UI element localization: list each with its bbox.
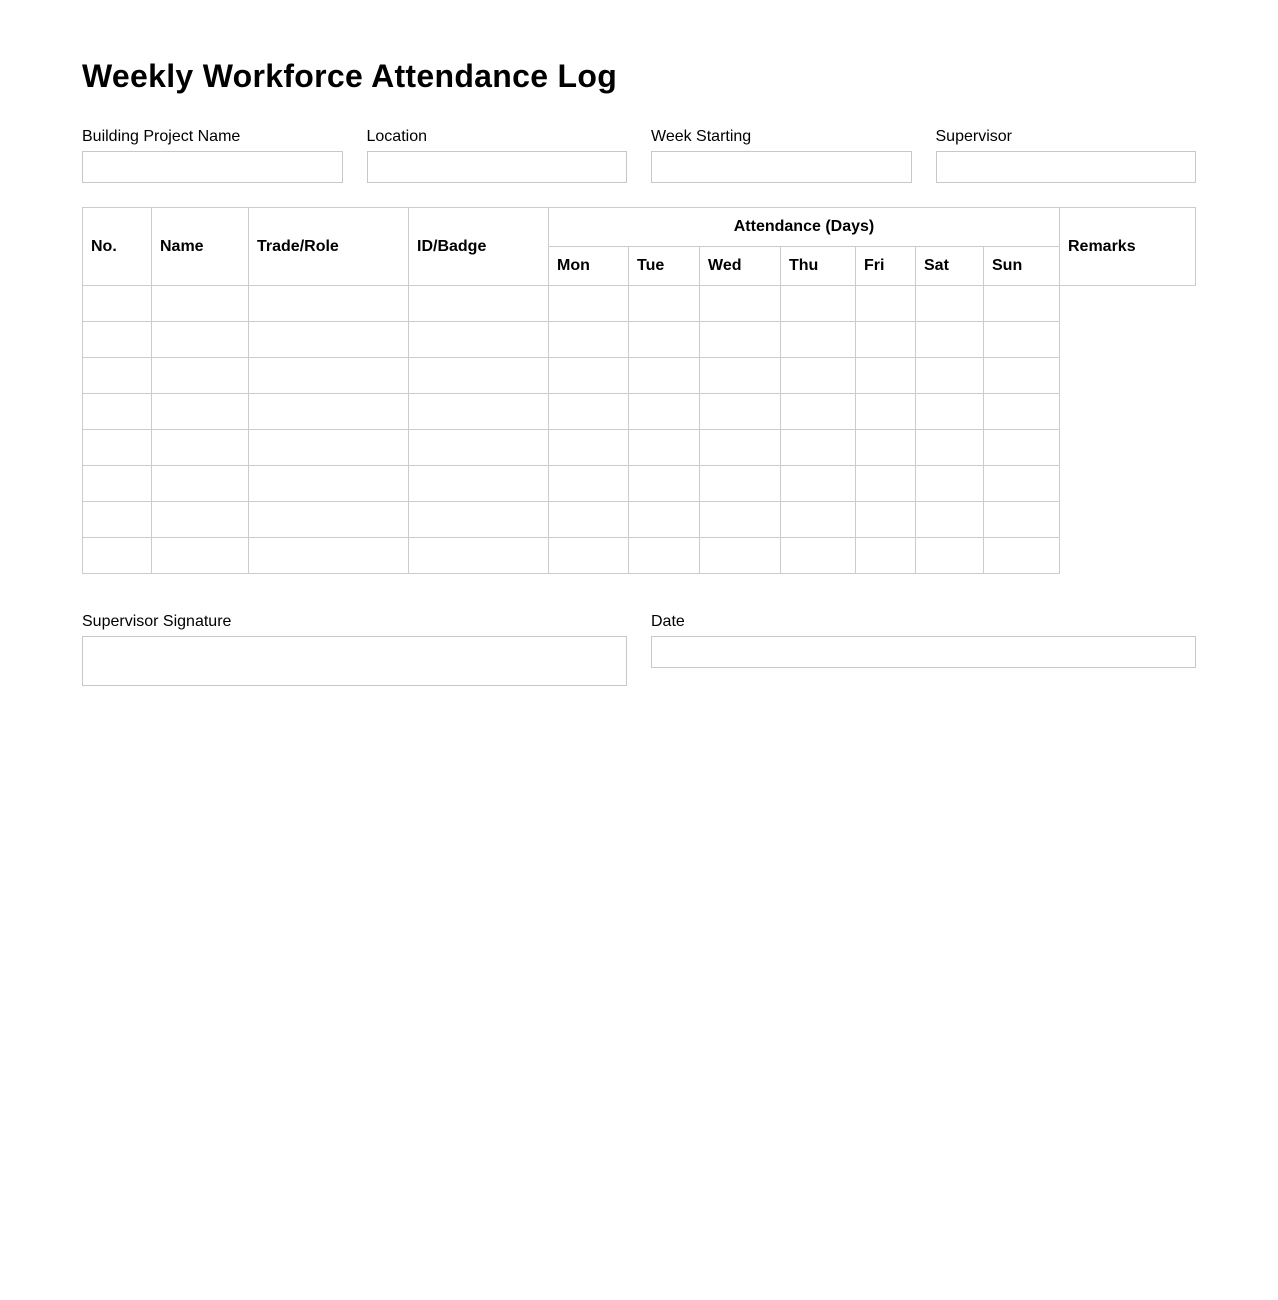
table-cell[interactable] (856, 394, 916, 430)
table-cell[interactable] (700, 466, 781, 502)
table-cell[interactable] (916, 502, 984, 538)
table-cell[interactable] (249, 286, 409, 322)
attendance-rows (83, 286, 1196, 574)
col-header-trade: Trade/Role (249, 208, 409, 286)
table-cell[interactable] (984, 358, 1060, 394)
week-starting-label: Week Starting (651, 128, 752, 145)
col-header-mon: Mon (549, 247, 629, 286)
col-header-fri: Fri (856, 247, 916, 286)
table-cell[interactable] (984, 394, 1060, 430)
attendance-table (82, 207, 1196, 574)
table-cell[interactable] (984, 538, 1060, 574)
table-cell[interactable] (549, 358, 629, 394)
table-cell[interactable] (409, 322, 549, 358)
table-row (83, 430, 1196, 466)
table-cell[interactable] (984, 430, 1060, 466)
table-cell[interactable] (629, 286, 700, 322)
table-cell[interactable] (249, 502, 409, 538)
table-row (83, 322, 1196, 358)
page-title: Weekly Workforce Attendance Log (82, 58, 618, 94)
table-cell[interactable] (629, 466, 700, 502)
table-cell[interactable] (781, 502, 856, 538)
table-cell[interactable] (700, 430, 781, 466)
table-cell[interactable] (549, 502, 629, 538)
table-cell[interactable] (152, 538, 249, 574)
table-cell[interactable] (984, 466, 1060, 502)
col-header-attendance: Attendance (Days) (549, 208, 1060, 247)
date-field (651, 613, 1196, 686)
table-cell[interactable] (83, 394, 152, 430)
table-cell[interactable] (549, 538, 629, 574)
table-cell[interactable] (700, 358, 781, 394)
table-cell[interactable] (152, 358, 249, 394)
header-fields (82, 128, 1196, 183)
footer-fields (82, 613, 1196, 686)
table-cell[interactable] (700, 538, 781, 574)
table-row (83, 358, 1196, 394)
table-cell[interactable] (984, 502, 1060, 538)
table-cell[interactable] (152, 466, 249, 502)
table-cell[interactable] (916, 466, 984, 502)
table-cell[interactable] (781, 538, 856, 574)
location-field (367, 128, 628, 183)
table-cell[interactable] (856, 286, 916, 322)
project-name-label: Building Project Name (82, 128, 241, 145)
table-cell[interactable] (152, 502, 249, 538)
supervisor-input[interactable] (936, 151, 1197, 183)
table-row (83, 286, 1196, 322)
signature-label: Supervisor Signature (82, 613, 232, 630)
table-cell[interactable] (549, 322, 629, 358)
location-label: Location (366, 128, 427, 145)
table-cell[interactable] (152, 394, 249, 430)
table-cell[interactable] (152, 322, 249, 358)
col-header-tue: Tue (629, 247, 700, 286)
table-cell[interactable] (781, 466, 856, 502)
table-cell[interactable] (700, 286, 781, 322)
date-input[interactable] (651, 636, 1196, 668)
table-cell[interactable] (629, 322, 700, 358)
table-cell[interactable] (856, 466, 916, 502)
table-cell[interactable] (629, 538, 700, 574)
table-cell[interactable] (700, 322, 781, 358)
table-cell[interactable] (629, 358, 700, 394)
table-cell[interactable] (83, 430, 152, 466)
table-row (83, 502, 1196, 538)
project-name-input[interactable] (82, 151, 343, 183)
table-row (83, 538, 1196, 574)
table-cell[interactable] (856, 322, 916, 358)
table-row (83, 466, 1196, 502)
table-cell[interactable] (549, 466, 629, 502)
table-cell[interactable] (984, 322, 1060, 358)
col-header-sat: Sat (916, 247, 984, 286)
col-header-remarks: Remarks (1060, 208, 1196, 286)
table-cell[interactable] (549, 430, 629, 466)
table-cell[interactable] (249, 538, 409, 574)
table-cell[interactable] (152, 286, 249, 322)
table-cell[interactable] (249, 430, 409, 466)
table-cell[interactable] (781, 430, 856, 466)
table-cell[interactable] (856, 502, 916, 538)
table-cell[interactable] (83, 466, 152, 502)
project-name-field (82, 128, 343, 183)
col-header-no: No. (83, 208, 152, 286)
table-cell[interactable] (83, 286, 152, 322)
week-starting-input[interactable] (651, 151, 912, 183)
table-cell[interactable] (249, 466, 409, 502)
table-cell[interactable] (409, 502, 549, 538)
table-cell[interactable] (916, 430, 984, 466)
table-cell[interactable] (916, 322, 984, 358)
table-cell[interactable] (409, 286, 549, 322)
location-input[interactable] (367, 151, 628, 183)
table-cell[interactable] (152, 430, 249, 466)
table-cell[interactable] (549, 286, 629, 322)
table-cell[interactable] (916, 286, 984, 322)
table-cell[interactable] (83, 502, 152, 538)
table-cell[interactable] (984, 286, 1060, 322)
table-cell[interactable] (83, 538, 152, 574)
date-label: Date (651, 613, 685, 630)
table-cell[interactable] (781, 394, 856, 430)
table-cell[interactable] (856, 538, 916, 574)
table-cell[interactable] (916, 358, 984, 394)
signature-input[interactable] (82, 636, 627, 686)
table-cell[interactable] (781, 286, 856, 322)
table-cell[interactable] (249, 358, 409, 394)
signature-field (82, 613, 627, 686)
table-cell[interactable] (409, 538, 549, 574)
col-header-id: ID/Badge (409, 208, 549, 286)
col-header-sun: Sun (984, 247, 1060, 286)
table-cell[interactable] (249, 394, 409, 430)
col-header-wed: Wed (700, 247, 781, 286)
table-cell[interactable] (916, 394, 984, 430)
table-cell[interactable] (549, 394, 629, 430)
table-cell[interactable] (700, 394, 781, 430)
table-cell[interactable] (629, 430, 700, 466)
table-cell[interactable] (629, 502, 700, 538)
table-cell[interactable] (916, 538, 984, 574)
table-cell[interactable] (700, 502, 781, 538)
table-cell[interactable] (409, 430, 549, 466)
table-cell[interactable] (83, 358, 152, 394)
table-cell[interactable] (781, 322, 856, 358)
table-cell[interactable] (409, 466, 549, 502)
table-cell[interactable] (781, 358, 856, 394)
supervisor-label: Supervisor (935, 128, 1012, 145)
table-row (83, 394, 1196, 430)
supervisor-field (936, 128, 1197, 183)
table-cell[interactable] (409, 394, 549, 430)
table-cell[interactable] (249, 322, 409, 358)
table-cell[interactable] (409, 358, 549, 394)
table-cell[interactable] (856, 430, 916, 466)
table-cell[interactable] (856, 358, 916, 394)
week-starting-field (651, 128, 912, 183)
col-header-name: Name (152, 208, 249, 286)
col-header-thu: Thu (781, 247, 856, 286)
table-cell[interactable] (83, 322, 152, 358)
table-cell[interactable] (629, 394, 700, 430)
